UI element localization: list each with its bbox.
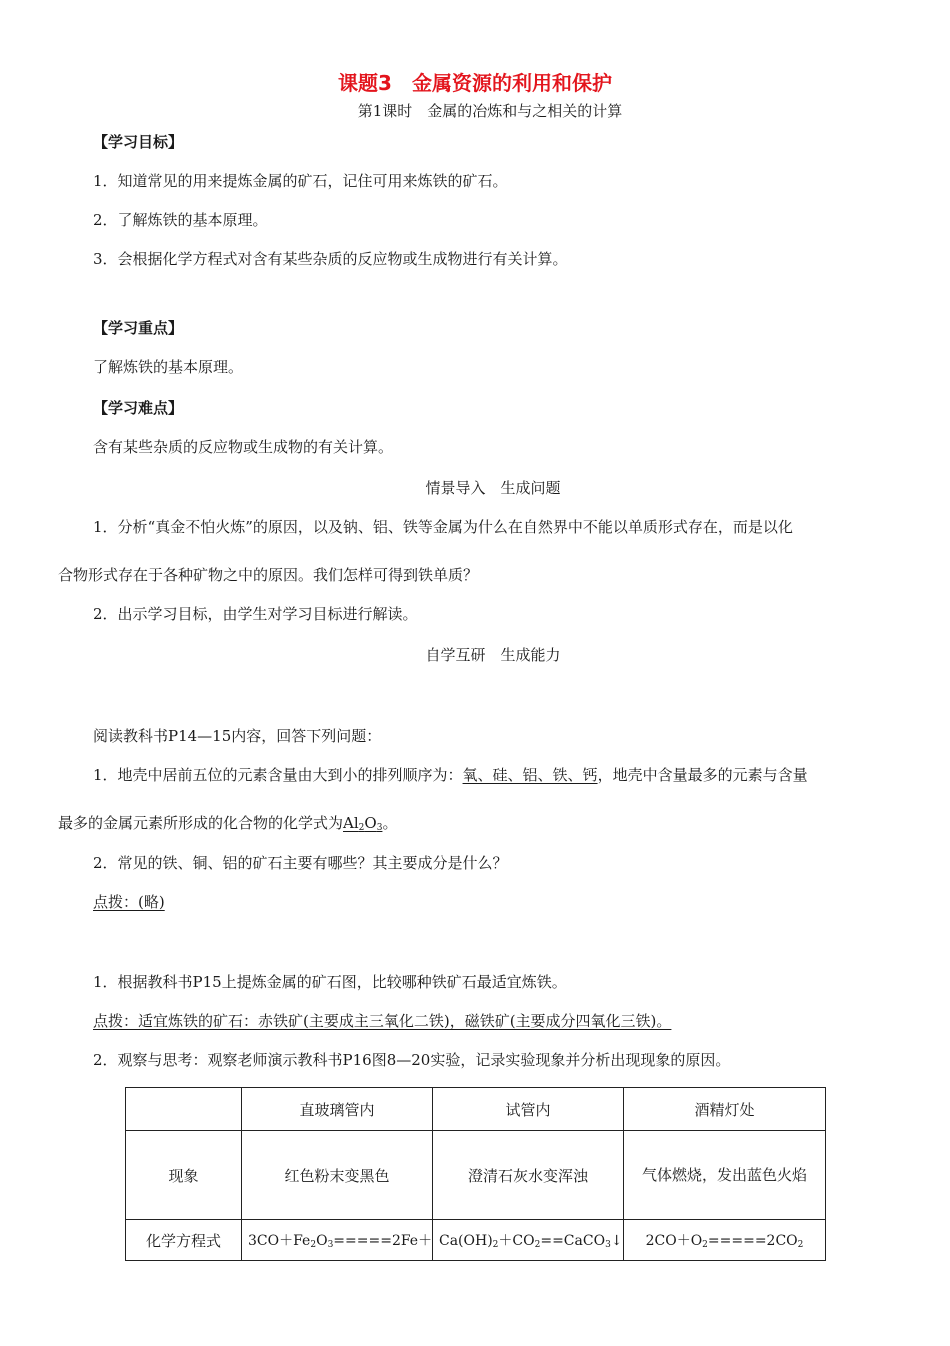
table-row-equation xyxy=(126,1220,826,1261)
difficulties-text: 含有某些杂质的反应物或生成物的有关计算。 xyxy=(93,438,394,456)
table-header-row xyxy=(126,1088,826,1131)
question-1-answer: 氧、硅、铝、铁、钙 xyxy=(462,766,598,784)
intro-item-2: 2．出示学习目标，由学生对学习目标进行解读。 xyxy=(93,605,418,623)
phenomenon-test-tube: 澄清石灰水变浑浊 xyxy=(433,1131,624,1220)
equation-test-tube: $Ca(OH)_2+CO_2==CaCO_3↓$ xyxy=(433,1220,624,1261)
intro-item-1-line-1: 1．分析“真金不怕火炼”的原因，以及钠、铝、铁等金属为什么在自然界中不能以单质形式存在，而是以化 xyxy=(93,518,793,536)
key-points-heading: 【学习重点】 xyxy=(93,319,184,337)
question-1-suffix: ，地壳中含量最多的元素与含量 xyxy=(597,766,808,784)
page-subtitle: 第1课时 金属的冶炼和与之相关的计算 xyxy=(357,102,623,120)
experiment-table xyxy=(125,1087,826,1261)
table-header-test-tube: 试管内 xyxy=(433,1088,624,1131)
hint-2: 点拨：适宜炼铁的矿石：赤铁矿(主要成主三氧化二铁)，磁铁矿(主要成分四氧化三铁)。 xyxy=(93,1012,672,1030)
question-1-prefix: 1．地壳中居前五位的元素含量由大到小的排列顺序为： xyxy=(93,766,463,784)
equation-label: 化学方程式 xyxy=(126,1220,242,1261)
page-title: 课题3 金属资源的利用和保护 xyxy=(338,71,612,95)
reading-instruction: 阅读教科书P14—15内容，回答下列问题： xyxy=(93,727,382,745)
question-1-line-1 xyxy=(93,765,808,785)
table-header-glass-tube: 直玻璃管内 xyxy=(242,1088,433,1131)
goal-item-3: 3．会根据化学方程式对含有某些杂质的反应物或生成物进行有关计算。 xyxy=(93,250,568,268)
section-self-study-title: 自学互研 生成能力 xyxy=(425,646,561,664)
difficulties-heading: 【学习难点】 xyxy=(93,399,184,417)
goal-item-1: 1．知道常见的用来提炼金属的矿石，记住可用来炼铁的矿石。 xyxy=(93,172,508,190)
question-1-end: 。 xyxy=(382,814,398,832)
question-1-formula: $Al_2O_3$ xyxy=(343,814,383,833)
phenomenon-glass-tube: 红色粉末变黑色 xyxy=(242,1131,433,1220)
question-4: 2．观察与思考：观察老师演示教科书P16图8—20实验，记录实验现象并分析出现现象的原因。 xyxy=(93,1051,731,1069)
question-1-line-2-prefix: 最多的金属元素所形成的化合物的化学式为 xyxy=(58,814,344,832)
equation-alcohol-lamp: $2CO+O_2=====2CO_2$ xyxy=(624,1220,826,1261)
table-header-alcohol-lamp: 酒精灯处 xyxy=(624,1088,826,1131)
phenomenon-alcohol-lamp: 气体燃烧，发出蓝色火焰 xyxy=(624,1131,826,1220)
hint-1: 点拨：(略) xyxy=(93,893,165,911)
question-2: 2．常见的铁、铜、铝的矿石主要有哪些？其主要成分是什么？ xyxy=(93,854,508,872)
intro-item-1-line-2: 合物形式存在于各种矿物之中的原因。我们怎样可得到铁单质？ xyxy=(58,566,479,584)
section-intro-title: 情景导入 生成问题 xyxy=(425,479,561,497)
goal-item-2: 2．了解炼铁的基本原理。 xyxy=(93,211,268,229)
table-header-empty xyxy=(126,1088,242,1131)
question-1-line-2 xyxy=(58,813,397,833)
table-row-phenomenon xyxy=(126,1131,826,1220)
key-points-text: 了解炼铁的基本原理。 xyxy=(93,358,244,376)
phenomenon-label: 现象 xyxy=(126,1131,242,1220)
goals-heading: 【学习目标】 xyxy=(93,133,184,151)
equation-glass-tube: $3CO+Fe_2O_3=====2Fe+$ xyxy=(242,1220,433,1261)
question-3: 1．根据教科书P15上提炼金属的矿石图，比较哪种铁矿石最适宜炼铁。 xyxy=(93,973,567,991)
